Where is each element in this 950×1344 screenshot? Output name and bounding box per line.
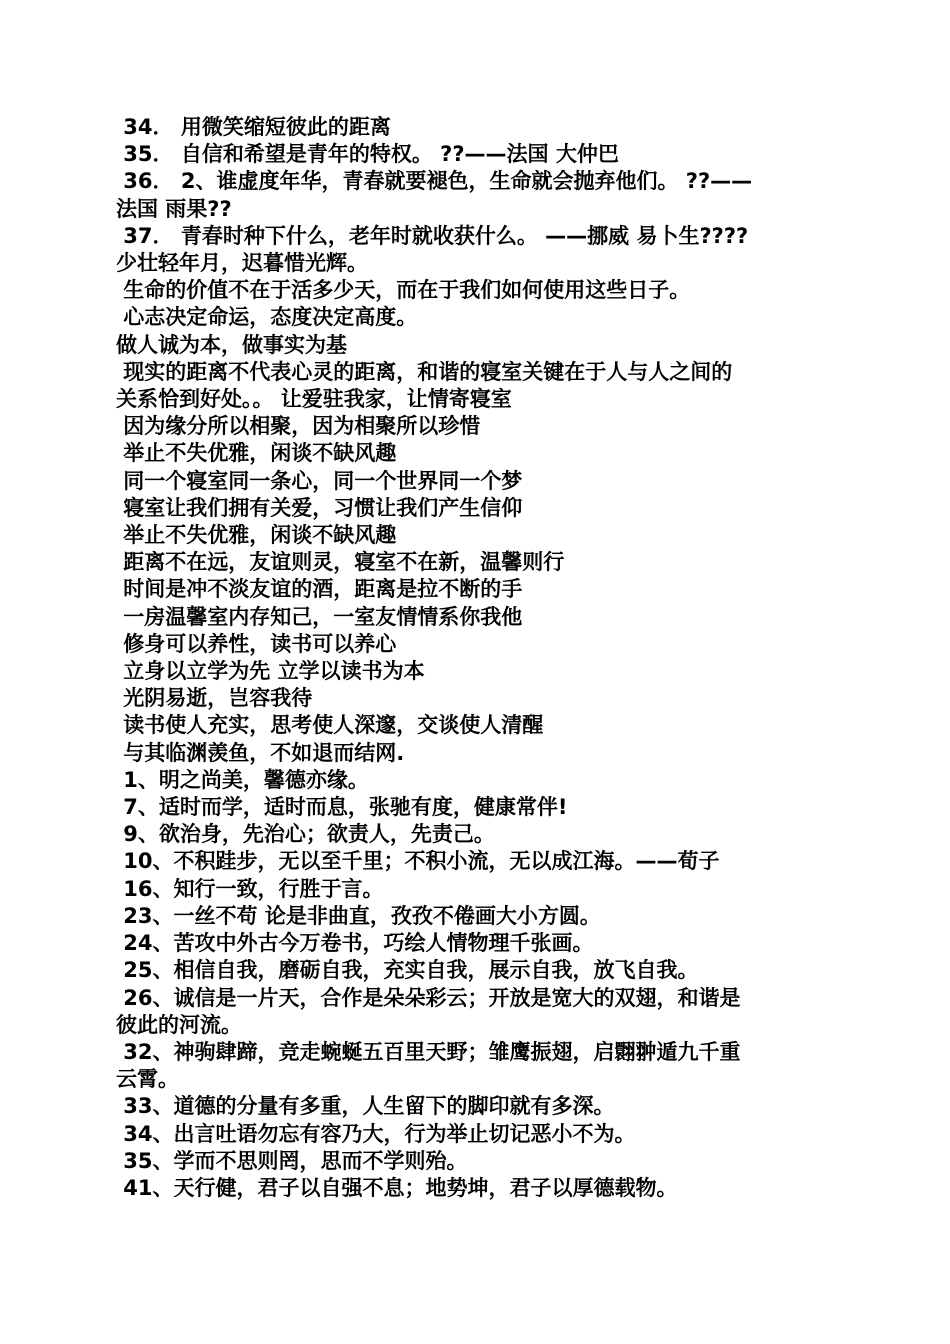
text-line: 36． 2、谁虚度年华，青春就要褪色，生命就会抛弃他们。 ??——: [116, 169, 753, 194]
text-line: 现实的距离不代表心灵的距离，和谐的寝室关键在于人与人之间的: [116, 359, 733, 384]
text-line: 做人诚为本，做事实为基: [116, 332, 347, 357]
text-line: 立身以立学为先 立学以读书为本: [116, 659, 425, 684]
text-line: 7、适时而学，适时而息，张驰有度，健康常伴!: [116, 795, 568, 820]
text-line: 举止不失优雅，闲谈不缺风趣: [116, 441, 397, 466]
text-line: 23、一丝不苟 论是非曲直，孜孜不倦画大小方圆。: [116, 903, 601, 928]
quote-list: [116, 114, 831, 1202]
text-line: 33、道德的分量有多重，人生留下的脚印就有多深。: [116, 1094, 615, 1119]
text-line: 41、天行健，君子以自强不息；地势坤，君子以厚德载物。: [116, 1175, 678, 1200]
text-line: 37． 青春时种下什么，老年时就收获什么。 ——挪威 易卜生????: [116, 223, 749, 248]
text-line: 35． 自信和希望是青年的特权。 ??——法国 大仲巴: [116, 142, 619, 167]
text-line: 云霄。: [116, 1067, 179, 1092]
text-line: 10、不积跬步，无以至千里；不积小流，无以成江海。——荀子: [116, 849, 720, 874]
text-line: 34、出言吐语勿忘有容乃大，行为举止切记恶小不为。: [116, 1121, 636, 1146]
text-line: 法国 雨果??: [116, 196, 232, 221]
text-line: 因为缘分所以相聚，因为相聚所以珍惜: [116, 414, 481, 439]
text-line: 35、学而不思则罔，思而不学则殆。: [116, 1148, 468, 1173]
text-line: 同一个寝室同一条心，同一个世界同一个梦: [116, 468, 523, 493]
text-line: 32、神驹肆蹄，竞走蜿蜒五百里天野；雏鹰振翅，启翾翀遁九千重: [116, 1039, 741, 1064]
text-line: 34． 用微笑缩短彼此的距离: [116, 115, 391, 139]
text-line: 光阴易逝，岂容我待: [116, 686, 313, 711]
text-line: 26、诚信是一片天，合作是朵朵彩云；开放是宽大的双翅，和谐是: [116, 985, 741, 1010]
text-line: 彼此的河流。: [116, 1012, 242, 1037]
text-line: 读书使人充实，思考使人深邃，交谈使人清醒: [116, 713, 544, 738]
text-line: 少壮轻年月，迟暮惜光辉。: [116, 251, 368, 276]
text-line: 一房温馨室内存知己，一室友情情系你我他: [116, 604, 523, 629]
text-line: 修身可以养性，读书可以养心: [116, 631, 397, 656]
text-line: 心志决定命运，态度决定高度。: [116, 305, 418, 330]
text-line: 举止不失优雅，闲谈不缺风趣: [116, 523, 397, 548]
text-line: 关系恰到好处。。 让爱驻我家，让情寄寝室: [116, 387, 512, 412]
text-line: 生命的价值不在于活多少天，而在于我们如何使用这些日子。: [116, 278, 691, 303]
text-line: 9、欲治身，先治心；欲责人，先责己。: [116, 822, 495, 847]
text-line: 距离不在远，友谊则灵，寝室不在新，温馨则行: [116, 550, 565, 575]
text-line: 24、苦攻中外古今万卷书，巧绘人情物理千张画。: [116, 931, 594, 956]
text-line: 时间是冲不淡友谊的酒，距离是拉不断的手: [116, 577, 523, 602]
text-line: 1、明之尚美，馨德亦缘。: [116, 767, 369, 792]
text-line: 16、知行一致，行胜于言。: [116, 876, 384, 901]
text-line: 与其临渊羡鱼，不如退而结网.: [116, 740, 405, 765]
text-line: 25、相信自我，磨砺自我，充实自我，展示自我，放飞自我。: [116, 958, 699, 983]
text-line: 寝室让我们拥有关爱，习惯让我们产生信仰: [116, 495, 523, 520]
